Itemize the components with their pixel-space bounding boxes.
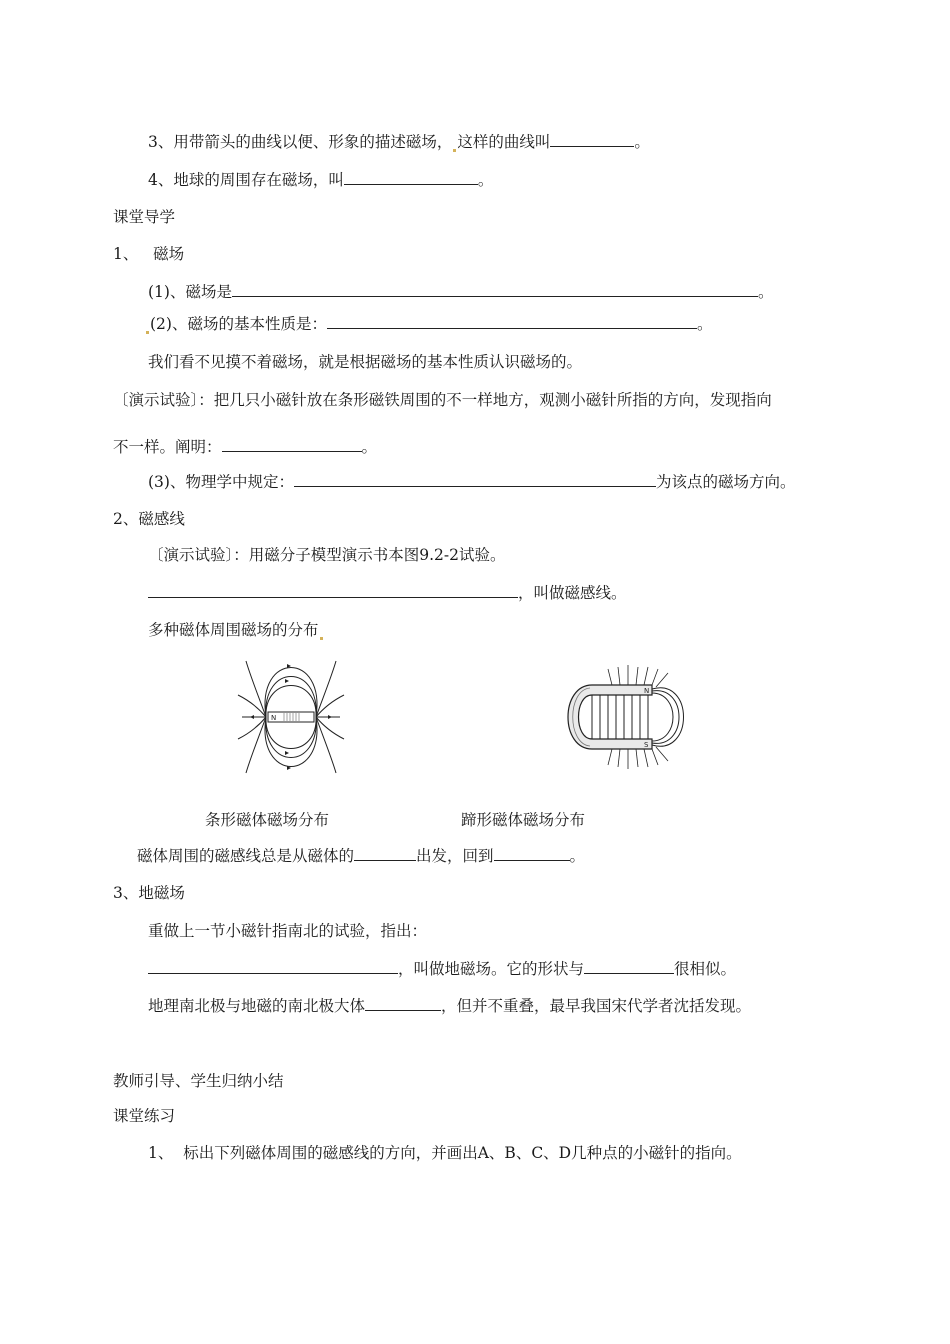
geographic-poles: 地理南北极与地磁的南北极大体 ，但并不重叠，最早我国宋代学者沈括发现。 (148, 997, 752, 1015)
horseshoe-magnet-field-figure (552, 655, 692, 780)
blank-1-3[interactable] (294, 472, 656, 487)
section-1-heading: 1、 磁场 (113, 245, 185, 263)
caption-horseshoe-magnet: 蹄形磁体磁场分布 (461, 811, 586, 829)
magnetic-line-direction: 磁体周围的磁感线总是从磁体的 出发，回到 。 (137, 847, 586, 865)
horseshoe-bottom-pole-label: S (644, 741, 649, 749)
compass-experiment: 重做上一节小磁针指南北的试验，指出： (148, 922, 428, 940)
item-1-1: (1)、磁场是 。 (148, 283, 774, 301)
geomagnetic-definition: ，叫做地磁场。它的形状与 很相似。 (148, 959, 736, 979)
blank-shape[interactable] (584, 959, 674, 974)
section-2-heading: 2、磁感线 (113, 510, 185, 528)
practice-heading: 课堂练习 (113, 1107, 176, 1125)
blank-1-2[interactable] (327, 314, 697, 329)
caption-bar-magnet: 条形磁体磁场分布 (205, 811, 330, 829)
blank-poles[interactable] (365, 996, 441, 1011)
blank-magnetic-line[interactable] (148, 583, 518, 598)
mark-dot (146, 331, 149, 334)
horseshoe-top-pole-label: N (644, 687, 650, 695)
blank-back-to[interactable] (494, 846, 570, 861)
magnetic-line-definition: ，叫做磁感线。 (148, 583, 627, 603)
demo-experiment-1-cont: 不一样。阐明： 。 (113, 438, 378, 456)
paragraph-magnetic-field: 我们看不见摸不着磁场，就是根据磁场的基本性质认识磁场的。 (148, 353, 583, 371)
mark-dot (453, 149, 456, 152)
question-3: 3、用带箭头的曲线以便、形象的描述磁场， 这样的曲线叫 。 (148, 133, 650, 151)
blank-q3[interactable] (550, 132, 634, 147)
blank-q4[interactable] (344, 170, 478, 185)
question-4: 4、地球的周围存在磁场，叫 。 (148, 171, 494, 189)
practice-question-1: 1、 标出下列磁体周围的磁感线的方向，并画出A、B、C、D几种点的小磁针的指向。 (148, 1144, 742, 1162)
bar-magnet-pole-label: N (271, 714, 277, 722)
demo-experiment-1: 〔演示试验〕：把几只小磁针放在条形磁铁周围的不一样地方，观测小磁针所指的方向，发现指向 (113, 391, 772, 409)
blank-geomagnetic[interactable] (148, 959, 398, 974)
summary-heading: 教师引导、学生归纳小结 (113, 1072, 284, 1090)
blank-1-1[interactable] (232, 282, 758, 297)
field-distribution-intro: 多种磁体周围磁场的分布 (148, 620, 324, 640)
demo-experiment-2: 〔演示试验〕：用磁分子模型演示书本图9.2-2试验。 (148, 546, 506, 564)
item-1-2: (2)、磁场的基本性质是： 。 (145, 314, 712, 334)
item-1-3: (3)、物理学中规定： 为该点的磁场方向。 (148, 473, 796, 491)
blank-demo1[interactable] (222, 437, 362, 452)
section-3-heading: 3、地磁场 (113, 884, 185, 902)
section-heading-ketang: 课堂导学 (113, 208, 176, 226)
bar-magnet-field-figure (236, 655, 346, 780)
mark-dot (320, 637, 323, 640)
blank-from[interactable] (354, 846, 416, 861)
